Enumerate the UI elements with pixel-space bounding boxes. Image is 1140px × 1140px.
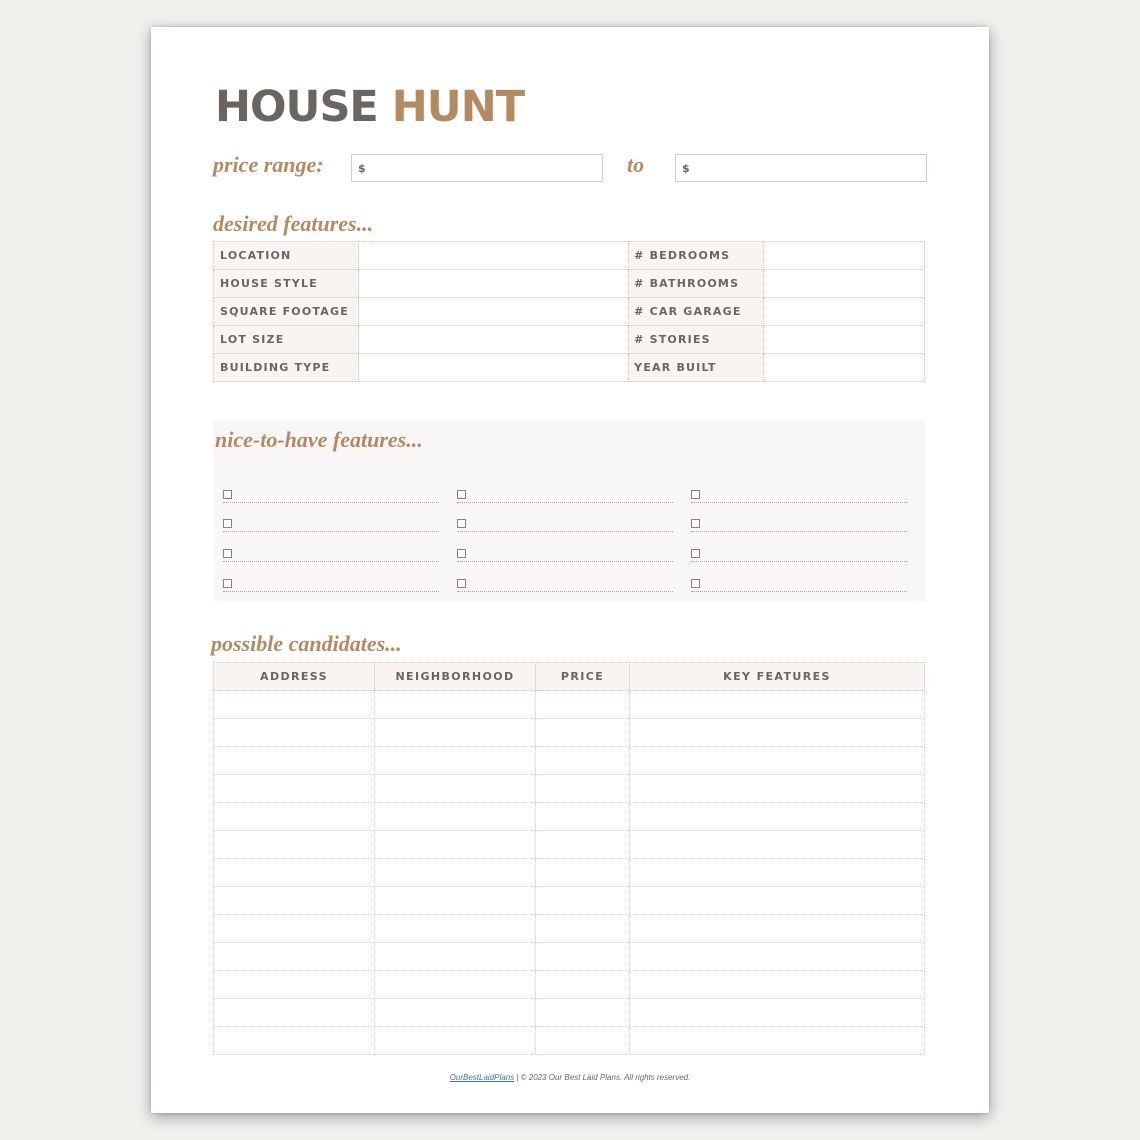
- address-cell[interactable]: [214, 803, 375, 831]
- key-features-cell[interactable]: [630, 915, 925, 943]
- nice-to-have-line[interactable]: [691, 519, 907, 532]
- candidates-header-row: [214, 663, 925, 691]
- neighborhood-cell[interactable]: [375, 915, 536, 943]
- price-cell[interactable]: [536, 859, 630, 887]
- neighborhood-cell[interactable]: [375, 775, 536, 803]
- nice-to-have-line[interactable]: [223, 519, 439, 532]
- feature-value-field[interactable]: [359, 242, 629, 270]
- checkbox[interactable]: [691, 579, 700, 588]
- candidate-row: [214, 971, 925, 999]
- neighborhood-cell[interactable]: [375, 887, 536, 915]
- checkbox[interactable]: [223, 549, 232, 558]
- checkbox[interactable]: [223, 579, 232, 588]
- footer-link[interactable]: OurBestLaidPlans: [449, 1073, 515, 1082]
- price-min-prefix: $: [358, 162, 366, 175]
- price-cell[interactable]: [536, 1027, 630, 1055]
- nice-to-have-line[interactable]: [223, 549, 439, 562]
- column-header-price: PRICE: [536, 663, 630, 691]
- key-features-cell[interactable]: [630, 803, 925, 831]
- neighborhood-cell[interactable]: [375, 747, 536, 775]
- address-cell[interactable]: [214, 747, 375, 775]
- candidate-row: [214, 887, 925, 915]
- feature-label: # BEDROOMS: [629, 242, 763, 270]
- feature-label: SQUARE FOOTAGE: [214, 298, 359, 326]
- title-word-hunt: HUNT: [391, 82, 525, 132]
- column-header-key-features: KEY FEATURES: [630, 663, 925, 691]
- checkbox[interactable]: [457, 519, 466, 528]
- desired-row: [214, 326, 925, 354]
- address-cell[interactable]: [214, 691, 375, 719]
- candidate-row: [214, 775, 925, 803]
- feature-value-field[interactable]: [359, 326, 629, 354]
- checkbox[interactable]: [691, 519, 700, 528]
- nice-to-have-line[interactable]: [457, 579, 673, 592]
- title-word-house: HOUSE: [215, 82, 378, 132]
- neighborhood-cell[interactable]: [375, 803, 536, 831]
- page-title: [215, 81, 524, 133]
- desired-row: [214, 270, 925, 298]
- neighborhood-cell[interactable]: [375, 943, 536, 971]
- candidate-row: [214, 915, 925, 943]
- nice-to-have-line[interactable]: [691, 549, 907, 562]
- key-features-cell[interactable]: [630, 887, 925, 915]
- key-features-cell[interactable]: [630, 831, 925, 859]
- desired-features-table: [213, 241, 925, 382]
- neighborhood-cell[interactable]: [375, 691, 536, 719]
- price-cell[interactable]: [536, 915, 630, 943]
- nice-to-have-line[interactable]: [691, 579, 907, 592]
- desired-row: [214, 354, 925, 382]
- nice-to-have-line[interactable]: [457, 549, 673, 562]
- address-cell[interactable]: [214, 1027, 375, 1055]
- nice-to-have-title: nice-to-have features...: [215, 427, 423, 452]
- address-cell[interactable]: [214, 859, 375, 887]
- feature-value-field[interactable]: [763, 270, 924, 298]
- address-cell[interactable]: [214, 915, 375, 943]
- price-cell[interactable]: [536, 971, 630, 999]
- neighborhood-cell[interactable]: [375, 831, 536, 859]
- checkbox[interactable]: [457, 490, 466, 499]
- checkbox[interactable]: [457, 579, 466, 588]
- possible-candidates-title: possible candidates...: [211, 631, 402, 656]
- candidate-row: [214, 803, 925, 831]
- address-cell[interactable]: [214, 775, 375, 803]
- candidate-row: [214, 999, 925, 1027]
- feature-label: HOUSE STYLE: [214, 270, 359, 298]
- address-cell[interactable]: [214, 943, 375, 971]
- checkbox[interactable]: [457, 549, 466, 558]
- price-range-label: price range:: [213, 152, 324, 177]
- candidates-body: [214, 691, 925, 1055]
- price-min-field[interactable]: [351, 154, 603, 182]
- price-max-prefix: $: [682, 162, 690, 175]
- price-cell[interactable]: [536, 691, 630, 719]
- candidate-row: [214, 719, 925, 747]
- candidate-row: [214, 1027, 925, 1055]
- price-cell[interactable]: [536, 775, 630, 803]
- nice-to-have-line[interactable]: [223, 490, 439, 503]
- feature-value-field[interactable]: [763, 354, 924, 382]
- key-features-cell[interactable]: [630, 859, 925, 887]
- column-header-address: ADDRESS: [214, 663, 375, 691]
- nice-to-have-line[interactable]: [223, 579, 439, 592]
- candidate-row: [214, 691, 925, 719]
- feature-label: # BATHROOMS: [629, 270, 763, 298]
- address-cell[interactable]: [214, 719, 375, 747]
- desired-row: [214, 242, 925, 270]
- address-cell[interactable]: [214, 887, 375, 915]
- feature-value-field[interactable]: [359, 354, 629, 382]
- key-features-cell[interactable]: [630, 999, 925, 1027]
- nice-to-have-line[interactable]: [691, 490, 907, 503]
- worksheet-page: [151, 27, 989, 1113]
- checkbox[interactable]: [223, 490, 232, 499]
- feature-value-field[interactable]: [763, 298, 924, 326]
- checkbox[interactable]: [691, 549, 700, 558]
- address-cell[interactable]: [214, 999, 375, 1027]
- neighborhood-cell[interactable]: [375, 999, 536, 1027]
- candidate-row: [214, 747, 925, 775]
- key-features-cell[interactable]: [630, 1027, 925, 1055]
- feature-value-field[interactable]: [763, 326, 924, 354]
- checkbox[interactable]: [223, 519, 232, 528]
- key-features-cell[interactable]: [630, 691, 925, 719]
- neighborhood-cell[interactable]: [375, 859, 536, 887]
- nice-to-have-line[interactable]: [457, 519, 673, 532]
- price-cell[interactable]: [536, 943, 630, 971]
- feature-label: # CAR GARAGE: [629, 298, 763, 326]
- nice-to-have-line[interactable]: [457, 490, 673, 503]
- feature-value-field[interactable]: [359, 270, 629, 298]
- feature-label: # STORIES: [629, 326, 763, 354]
- key-features-cell[interactable]: [630, 971, 925, 999]
- key-features-cell[interactable]: [630, 719, 925, 747]
- desired-row: [214, 298, 925, 326]
- candidate-row: [214, 831, 925, 859]
- footer: [151, 1073, 989, 1082]
- price-cell[interactable]: [536, 719, 630, 747]
- price-cell[interactable]: [536, 999, 630, 1027]
- candidate-row: [214, 859, 925, 887]
- price-cell[interactable]: [536, 803, 630, 831]
- feature-label: LOT SIZE: [214, 326, 359, 354]
- neighborhood-cell[interactable]: [375, 1027, 536, 1055]
- checkbox[interactable]: [691, 490, 700, 499]
- feature-value-field[interactable]: [763, 242, 924, 270]
- feature-label: YEAR BUILT: [629, 354, 763, 382]
- desired-features-title: desired features...: [213, 211, 374, 236]
- feature-label: LOCATION: [214, 242, 359, 270]
- column-header-neighborhood: NEIGHBORHOOD: [375, 663, 536, 691]
- footer-copyright: | © 2023 Our Best Laid Plans. All rights reserved.: [514, 1073, 691, 1082]
- address-cell[interactable]: [214, 971, 375, 999]
- price-to-label: to: [627, 152, 645, 177]
- price-cell[interactable]: [536, 747, 630, 775]
- feature-label: BUILDING TYPE: [214, 354, 359, 382]
- price-cell[interactable]: [536, 887, 630, 915]
- price-max-field[interactable]: [675, 154, 927, 182]
- candidate-row: [214, 943, 925, 971]
- key-features-cell[interactable]: [630, 775, 925, 803]
- key-features-cell[interactable]: [630, 747, 925, 775]
- price-cell[interactable]: [536, 831, 630, 859]
- candidates-table: [213, 662, 925, 1055]
- address-cell[interactable]: [214, 831, 375, 859]
- feature-value-field[interactable]: [359, 298, 629, 326]
- key-features-cell[interactable]: [630, 943, 925, 971]
- neighborhood-cell[interactable]: [375, 719, 536, 747]
- neighborhood-cell[interactable]: [375, 971, 536, 999]
